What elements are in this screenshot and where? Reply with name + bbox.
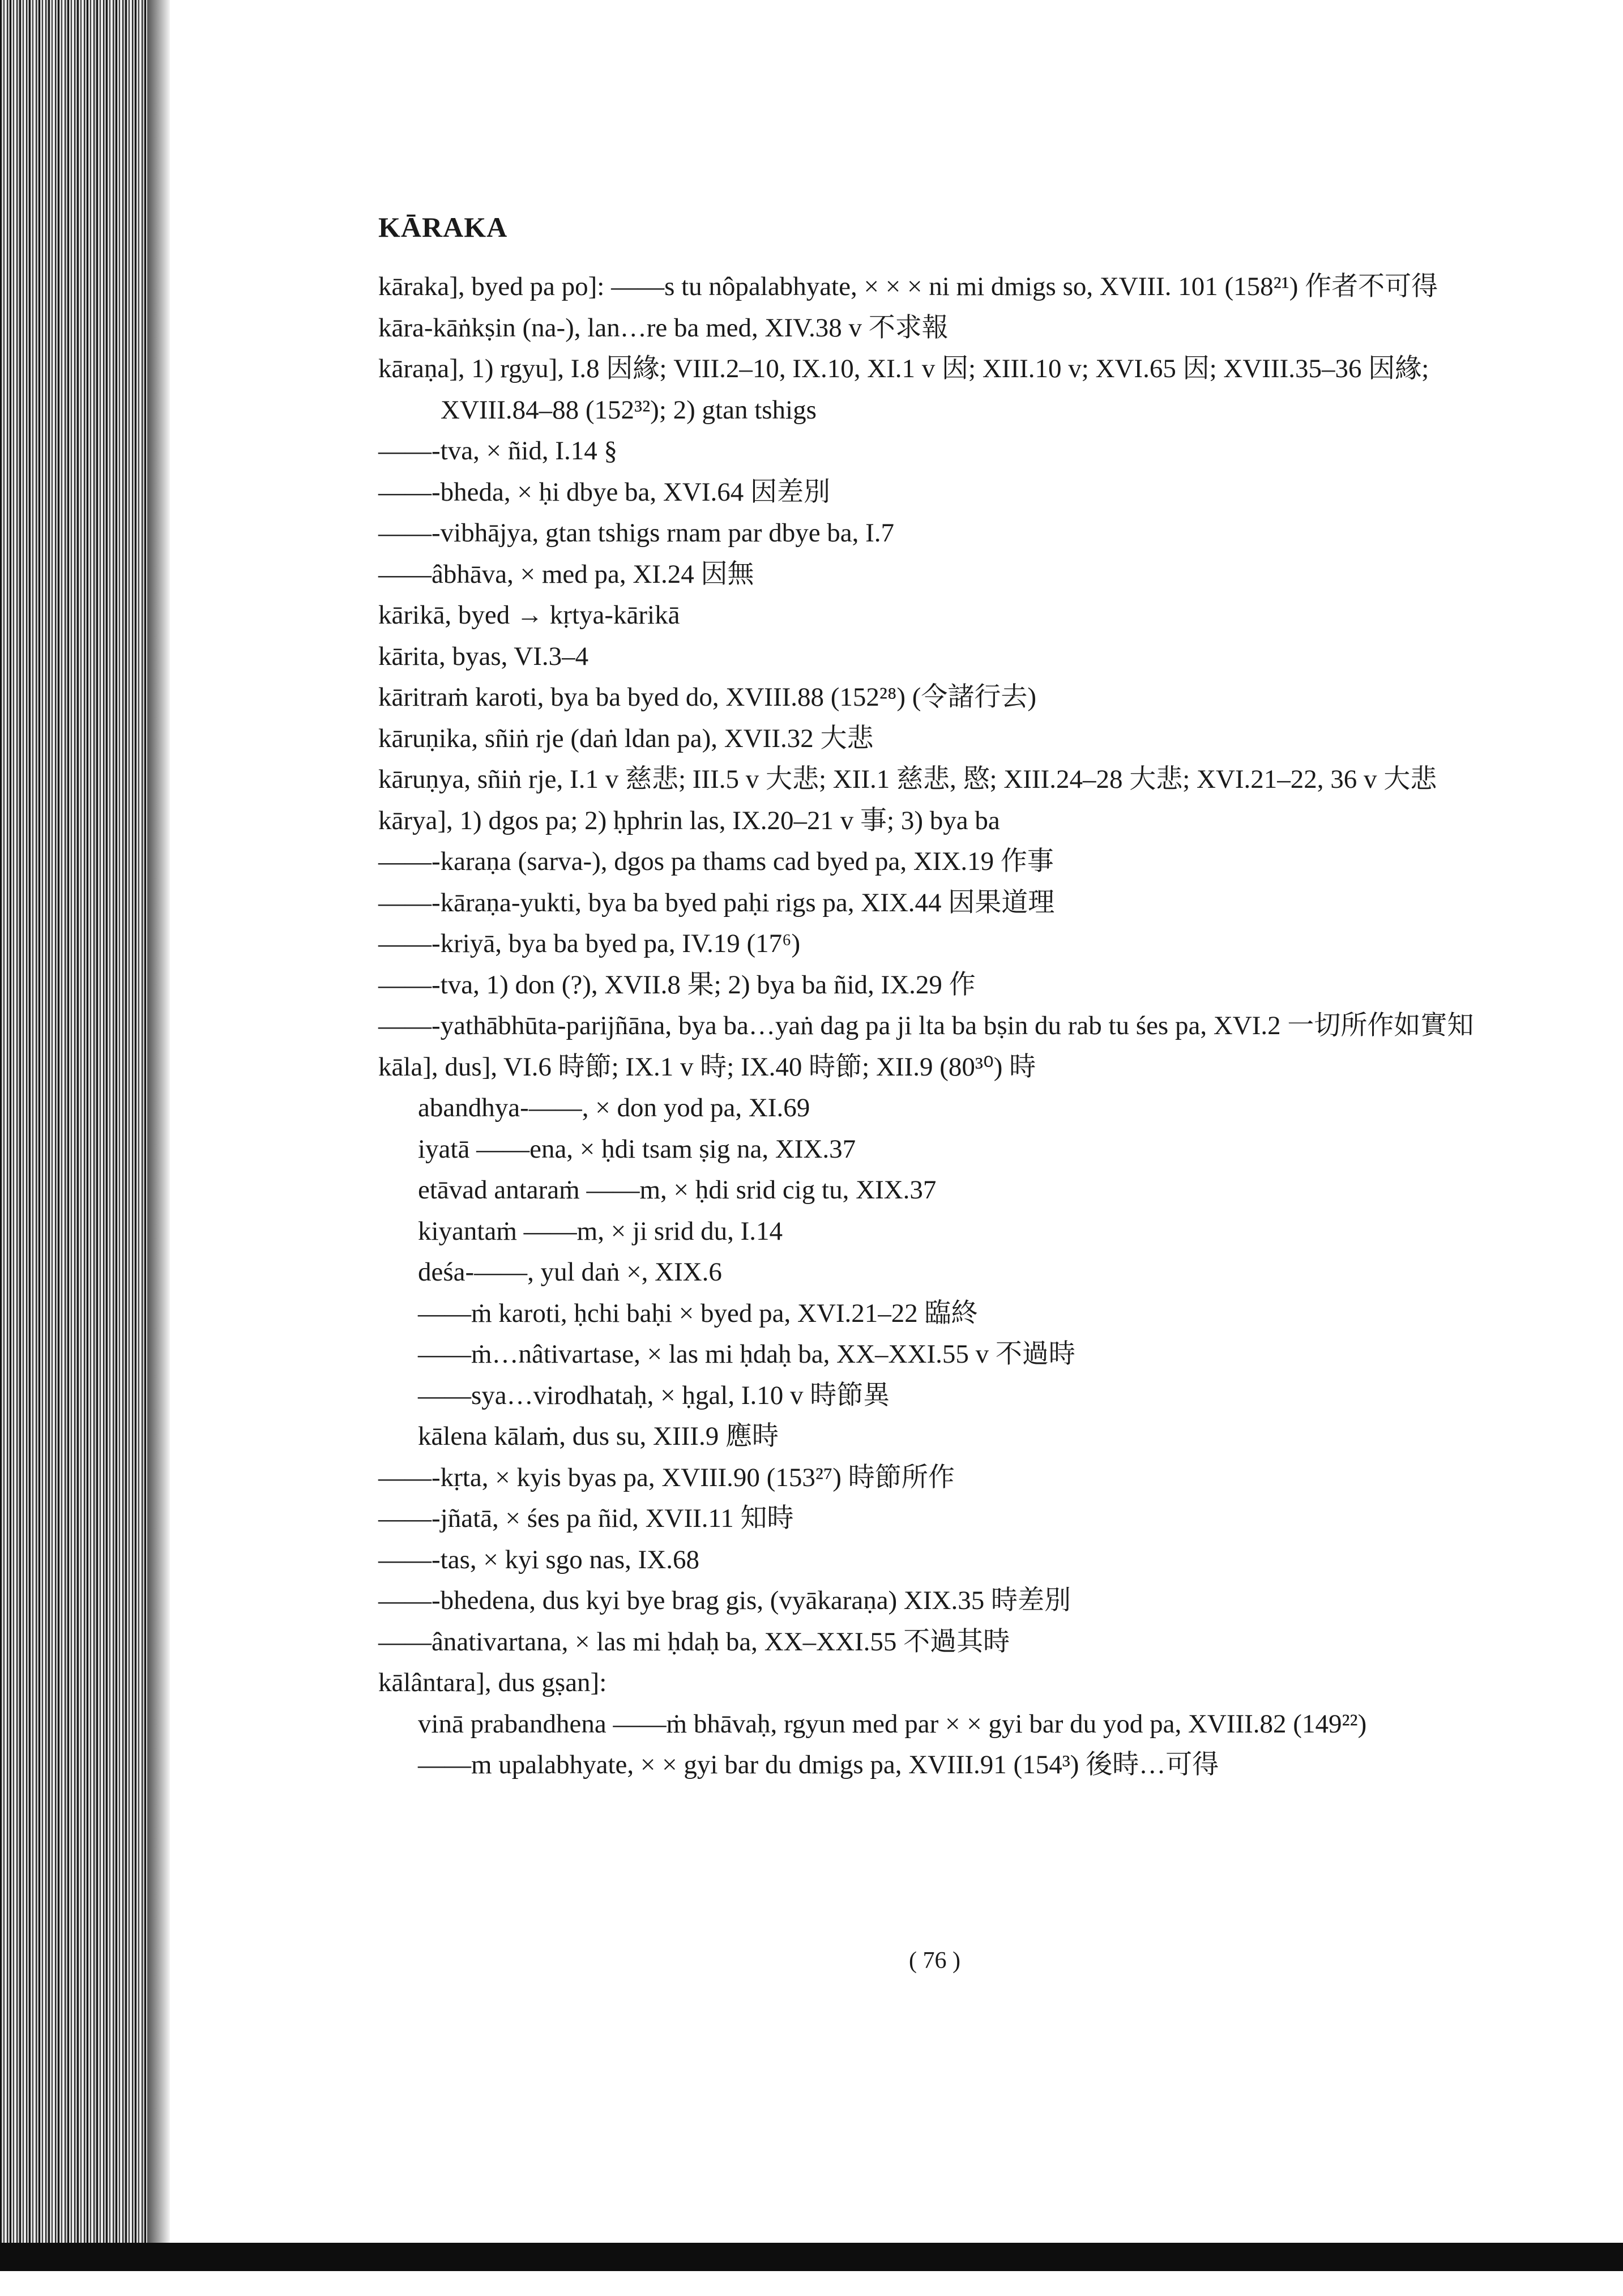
entry: ——-kriyā, bya ba byed pa, IV.19 (17⁶) — [378, 929, 801, 958]
entry: kārita, byas, VI.3–4 — [378, 641, 589, 671]
entry: ——-kāraṇa-yukti, bya ba byed paḥi rigs pa, XIX.44 因果道理 — [378, 887, 1055, 917]
entry: ——-bheda, × ḥi dbye ba, XVI.64 因差別 — [378, 477, 830, 507]
entry: ——-jñatā, × śes pa ñid, XVII.11 知時 — [378, 1504, 794, 1533]
sub-entry: kālena kālaṁ, dus su, XIII.9 應時 — [418, 1422, 779, 1451]
sub-entry: vinā prabandhena ——ṁ bhāvaḥ, rgyun med par × × gyi bar du yod pa, XVIII.82 (149²²) — [418, 1709, 1367, 1739]
sub-entry: ——ṁ…nâtivartase, × las mi ḥdaḥ ba, XX–XXI.55 v 不過時 — [418, 1339, 1075, 1369]
entry: kāra-kāṅkṣin (na-), lan…re ba med, XIV.38 v 不求報 — [378, 313, 949, 343]
entry: kārikā, byed → kṛtya-kārikā — [378, 600, 680, 630]
entry: ——-tva, 1) don (?), XVII.8 果; 2) bya ba ñid, IX.29 作 — [378, 970, 976, 1000]
entry: kāruṇya, sñiṅ rje, I.1 v 慈悲; III.5 v 大悲; XII.1 慈悲, 愍; XIII.24–28 大悲; XVI.21–22, 36 v 大悲 — [378, 765, 1437, 794]
sub-entry: abandhya-——, × don yod pa, XI.69 — [418, 1093, 810, 1123]
entry: ——-tva, × ñid, I.14 § — [378, 436, 618, 466]
entry: ——-karaṇa (sarva-), dgos pa thams cad byed pa, XIX.19 作事 — [378, 847, 1054, 876]
entry: kāraka], byed pa po]: ——s tu nôpalabhyate, × × × ni mi dmigs so, XVIII. 101 (158²¹) 作者不可得 — [378, 272, 1438, 301]
entry: ——-vibhājya, gtan tshigs rnam par dbye ba, I.7 — [378, 518, 895, 548]
sub-entry: kiyantaṁ ——m, × ji srid du, I.14 — [418, 1216, 783, 1246]
entry: kāruṇika, sñiṅ rje (daṅ ldan pa), XVII.32 大悲 — [378, 723, 874, 753]
entry: ——-yathābhūta-parijñāna, bya ba…yaṅ dag pa ji lta ba bṣin du rab tu śes pa, XVI.2 一切所作如實知 — [378, 1011, 1474, 1040]
sub-entry: ——sya…virodhataḥ, × ḥgal, I.10 v 時節異 — [418, 1380, 890, 1410]
scan-bottom-border — [0, 2243, 1623, 2271]
page-heading: KĀRAKA — [378, 211, 508, 243]
entry: kāritraṁ karoti, bya ba byed do, XVIII.88 (152²⁸) (令諸行去) — [378, 682, 1037, 712]
entry: kālântara], dus gṣan]: — [378, 1668, 607, 1697]
entry: kārya], 1) dgos pa; 2) ḥphrin las, IX.20–21 v 事; 3) bya ba — [378, 805, 1000, 835]
sub-entry: ——ṁ karoti, ḥchi baḥi × byed pa, XVI.21–22 臨終 — [418, 1298, 978, 1328]
sub-entry: iyatā ——ena, × ḥdi tsam ṣig na, XIX.37 — [418, 1134, 856, 1164]
entry-list — [378, 266, 1511, 1786]
sub-entry: deśa-——, yul daṅ ×, XIX.6 — [418, 1257, 722, 1287]
entry: kāraṇa], 1) rgyu], I.8 因緣; VIII.2–10, IX.10, XI.1 v 因; XIII.10 v; XVI.65 因; XVIII.35–36 因緣; XVIII.84–88 (152³²); 2) gtan tshigs — [378, 354, 1429, 425]
page-number: ( 76 ) — [909, 1948, 960, 1974]
entry: ——ânativartana, × las mi ḥdaḥ ba, XX–XXI.55 不過其時 — [378, 1627, 1010, 1657]
entry: ——âbhāva, × med pa, XI.24 因無 — [378, 559, 754, 589]
dictionary-page — [378, 204, 1511, 1786]
book-page-edge — [0, 0, 170, 2260]
entry: ——-kṛta, × kyis byas pa, XVIII.90 (153²⁷) 時節所作 — [378, 1462, 955, 1492]
entry: ——-bhedena, dus kyi bye brag gis, (vyākaraṇa) XIX.35 時差別 — [378, 1586, 1071, 1615]
sub-entry: ——m upalabhyate, × × gyi bar du dmigs pa, XVIII.91 (154³) 後時…可得 — [418, 1750, 1219, 1779]
entry: kāla], dus], VI.6 時節; IX.1 v 時; IX.40 時節; XII.9 (80³⁰) 時 — [378, 1052, 1036, 1082]
entry: ——-tas, × kyi sgo nas, IX.68 — [378, 1544, 699, 1574]
sub-entry: etāvad antaraṁ ——m, × ḥdi srid cig tu, XIX.37 — [418, 1175, 937, 1205]
